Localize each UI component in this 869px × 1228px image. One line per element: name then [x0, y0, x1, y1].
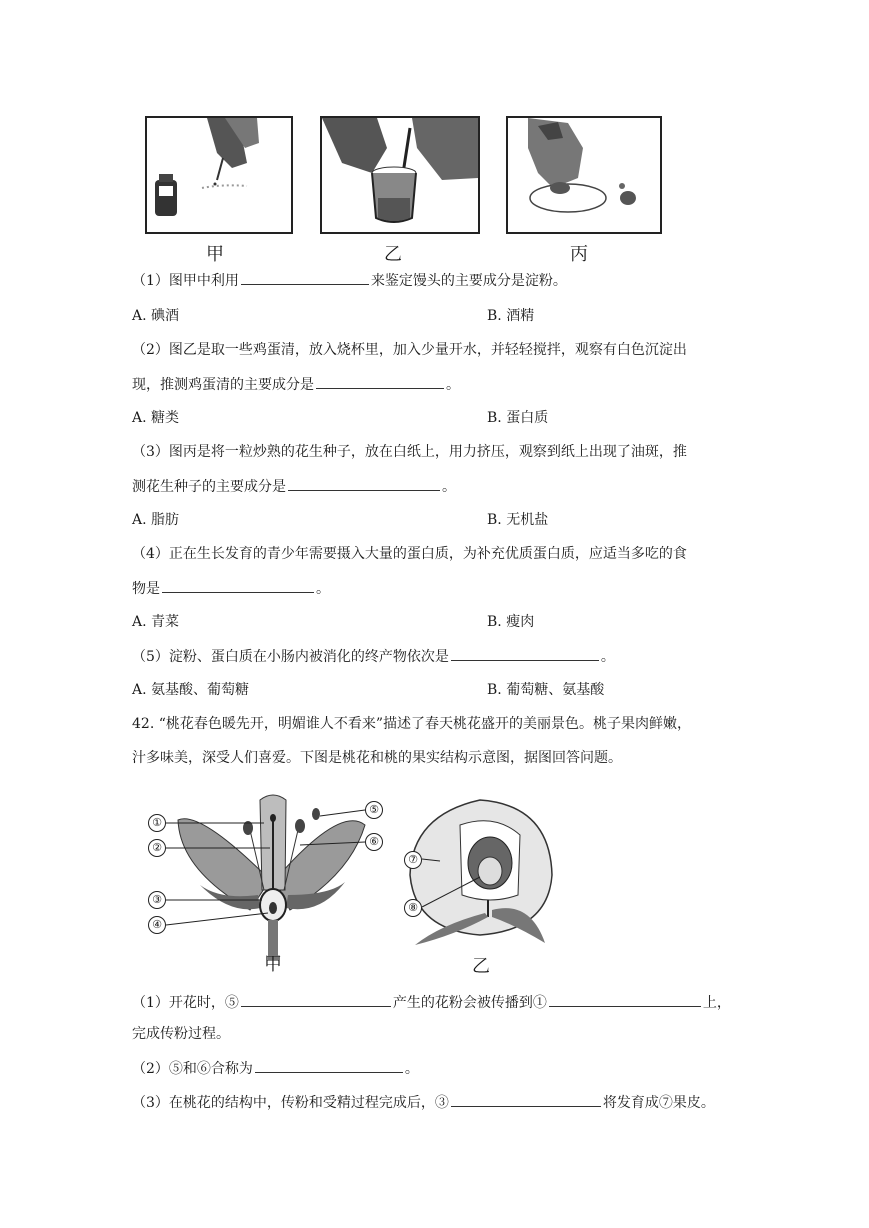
question-42-intro-line-2: 汁多味美，深受人们喜爱。下图是桃花和桃的果实结构示意图，据图回答问题。: [132, 750, 622, 766]
answer-blank-2[interactable]: [316, 374, 444, 389]
question-5-option-a[interactable]: A. 氨基酸、葡萄糖: [132, 682, 250, 698]
marker-2-style: ②: [148, 839, 166, 857]
marker-8-seed: ⑧: [404, 899, 422, 917]
question-2-line-1: （2）图乙是取一些鸡蛋清，放入烧杯里，加入少量开水，并轻轻搅拌，观察有白色沉淀出: [132, 342, 687, 358]
question-2-line-2: 现，推测鸡蛋清的主要成分是 。: [132, 374, 460, 395]
question-42-intro-line-1: 42. “桃花春色暖先开，明媚谁人不看来”描述了春天桃花盛开的美丽景色。桃子果肉鲜嫩，: [132, 716, 692, 732]
marker-4-ovule: ④: [148, 916, 166, 934]
figure-label-jia: 甲: [206, 244, 224, 265]
answer-blank-42-2[interactable]: [255, 1058, 403, 1073]
marker-3-ovary-wall: ③: [148, 891, 166, 909]
question-3-line-1: （3）图丙是将一粒炒熟的花生种子，放在白纸上，用力挤压，观察到纸上出现了油斑，推: [132, 444, 687, 460]
question-42-1-line-1: （1）开花时，⑤ 产生的花粉会被传播到① 上，: [132, 992, 731, 1013]
question-2-option-a[interactable]: A. 糖类: [132, 410, 180, 426]
question-5: （5）淀粉、蛋白质在小肠内被消化的终产物依次是 。: [132, 646, 615, 667]
answer-blank-42-3[interactable]: [451, 1092, 601, 1107]
beaker-stirring-illustration: [322, 118, 478, 232]
question-42-2: （2）⑤和⑥合称为 。: [132, 1058, 419, 1079]
figure-yi-egg-white-test: [320, 116, 480, 234]
marker-5-anther: ⑤: [365, 801, 383, 819]
question-1-option-b[interactable]: B. 酒精: [487, 308, 535, 324]
question-3-option-a[interactable]: A. 脂肪: [132, 512, 180, 528]
question-2-option-b[interactable]: B. 蛋白质: [487, 410, 549, 426]
question-42-1-line-2: 完成传粉过程。: [132, 1026, 230, 1042]
question-1-option-a[interactable]: A. 碘酒: [132, 308, 180, 324]
marker-6-filament: ⑥: [365, 833, 383, 851]
answer-blank-42-1b[interactable]: [549, 992, 701, 1007]
answer-blank-3[interactable]: [288, 476, 440, 491]
peach-flower-diagram: [140, 790, 400, 970]
question-4-line-1: （4）正在生长发育的青少年需要摄入大量的蛋白质，为补充优质蛋白质，应适当多吃的食: [132, 546, 687, 562]
flower-ovule: [269, 902, 277, 914]
answer-blank-42-1a[interactable]: [241, 992, 391, 1007]
figure2-label-yi: 乙: [472, 956, 490, 977]
question-3-option-b[interactable]: B. 无机盐: [487, 512, 549, 528]
peach-fruit-diagram: [400, 795, 560, 955]
question-1: （1）图甲中利用 来鉴定馒头的主要成分是淀粉。: [132, 270, 567, 291]
question-4-option-b[interactable]: B. 瘦肉: [487, 614, 535, 630]
question-5-option-b[interactable]: B. 葡萄糖、氨基酸: [487, 682, 605, 698]
fruit-seed: [478, 857, 502, 885]
figure-jia-iodine-test: [145, 116, 293, 234]
question-4-option-a[interactable]: A. 青菜: [132, 614, 180, 630]
iodine-dropper-illustration: [147, 118, 291, 232]
figure-label-bing: 丙: [570, 244, 588, 265]
question-4-line-2: 物是 。: [132, 578, 330, 599]
question-3-line-2: 测花生种子的主要成分是 。: [132, 476, 456, 497]
question-42-3: （3）在桃花的结构中，传粉和受精过程完成后，③ 将发育成⑦果皮。: [132, 1092, 715, 1113]
answer-blank-4[interactable]: [162, 578, 314, 593]
figure-label-yi: 乙: [384, 244, 402, 265]
answer-blank-1[interactable]: [241, 270, 369, 285]
answer-blank-5[interactable]: [451, 646, 599, 661]
marker-7-pericarp: ⑦: [404, 851, 422, 869]
marker-1-stigma: ①: [148, 814, 166, 832]
figure2-label-jia: 甲: [264, 954, 282, 975]
figure-bing-peanut-test: [506, 116, 662, 234]
peanut-press-illustration: [508, 118, 660, 232]
